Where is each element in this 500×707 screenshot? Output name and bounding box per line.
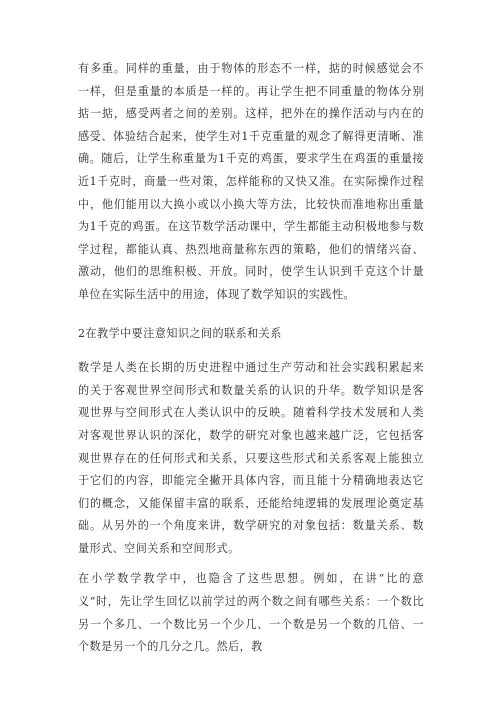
paragraph-2: 数学是人类在长期的历史进程中通过生产劳动和社会实践积累起来的关于客观世界空间形式和数量关系的认识的升华。数学知识是客观世界与空间形式在人类认识中的反映。随着科学技术发展和人类对客观世界认识的深化，数学的研究对象也越来越广泛，它包括客观世界存在的任何形式和关系，只要这些形式和关系客观上能独立于它们的内容，即能完全撇开具体内容，而且能十分精确地表达它们的概念，又能保留丰富的联系，还能给纯逻辑的发展理论奠定基础。从另外的一个角度来讲，数学研究的对象包括：数量关系、数量形式、空间关系和空间形式。	[78, 361, 424, 555]
section-heading: 2在教学中要注意知识之间的联系和关系	[78, 326, 282, 340]
document-body	[78, 58, 424, 659]
paragraph-spacer	[78, 560, 424, 568]
paragraph-spacer	[78, 307, 424, 315]
paragraph-1: 有多重。同样的重量，由于物体的形态不一样，掂的时候感觉会不一样，但是重量的本质是一样的。再让学生把不同重量的物体分别掂一掂，感受两者之间的差别。这样，把外在的操作活动与内在的感受、体验结合起来，使学生对1千克重量的观念了解得更清晰、准确。随后，让学生称重量为1千克的鸡蛋，要求学生在鸡蛋的重量接近1千克时，商量一些对策，怎样能称的又快又准。在实际操作过程中，他们能用以大换小或以小换大等方法，比较快而准地称出重量为1千克的鸡蛋。在这节数学活动课中，学生都能主动积极地参与数学过程，都能认真、热烈地商量称东西的策略，他们的情绪兴奋、激动，他们的思维积极、开放。同时，使学生认识到千克这个计量单位在实际生活中的用途，体现了数学知识的实践性。	[78, 62, 424, 301]
paragraph-3: 在小学数学教学中，也隐含了这些思想。例如，在讲“比的意义”时，先让学生回忆以前学过的两个数之间有哪些关系：一个数比另一个多几、一个数比另一个少几、一个数是另一个数的几倍、一个数是另一个的几分之几。然后，教	[78, 572, 424, 654]
paragraph-spacer	[78, 349, 424, 357]
